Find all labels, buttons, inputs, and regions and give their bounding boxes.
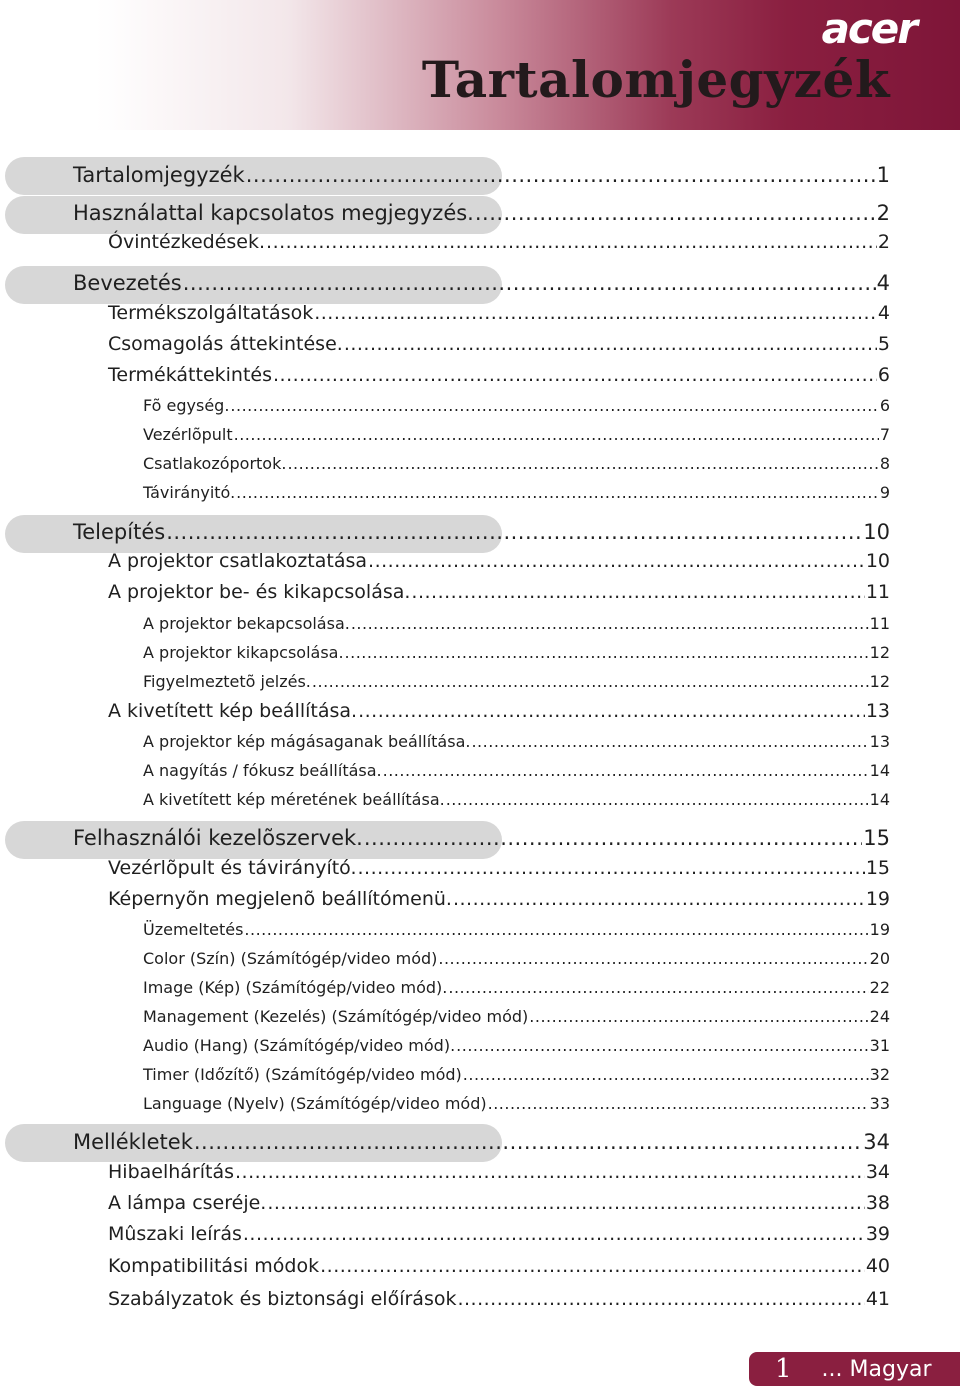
dot-leader — [230, 396, 878, 415]
dot-leader — [463, 1065, 869, 1084]
dot-leader — [453, 888, 865, 910]
dot-leader — [244, 920, 868, 939]
dot-leader — [358, 700, 865, 722]
toc-entry-page: 13 — [869, 732, 890, 751]
dot-leader — [183, 271, 876, 295]
toc-entry-page: 6 — [879, 396, 890, 415]
toc-entry-page: 2 — [877, 231, 890, 253]
toc-entry-title: Óvintézkedések. — [108, 231, 266, 253]
toc-entry-title: Management (Kezelés) (Számítógép/video mód) — [143, 1007, 529, 1026]
toc-entry-page: 11 — [865, 581, 890, 603]
dot-leader — [267, 1192, 864, 1214]
toc-entry-title: Language (Nyelv) (Számítógép/video mód) — [143, 1094, 487, 1113]
toc-entry[interactable] — [73, 826, 890, 852]
toc-entry[interactable] — [108, 1192, 890, 1216]
toc-entry[interactable] — [108, 333, 890, 357]
toc-entry[interactable] — [108, 364, 890, 388]
toc-entry-page: 7 — [879, 425, 890, 444]
toc-entry-page: 15 — [865, 857, 890, 879]
toc-entry-page: 8 — [879, 454, 890, 473]
toc-entry-title: Telepítés — [73, 520, 166, 544]
toc-entry-title: A projektor kép mágásaganak beállítása. — [143, 732, 471, 751]
toc-entry-title: A kivetített kép beállítása. — [108, 700, 358, 722]
toc-entry[interactable] — [73, 271, 890, 297]
toc-entry-title: Felhasználói kezelõszervek. — [73, 826, 363, 850]
dot-leader — [234, 425, 879, 444]
toc-entry-page: 34 — [865, 1161, 890, 1183]
toc-entry-page: 1 — [876, 163, 890, 187]
dot-leader — [438, 949, 868, 968]
toc-entry-title: Timer (Időzítő) (Számítógép/video mód) — [143, 1065, 462, 1084]
toc-entry-page: 10 — [865, 550, 890, 572]
toc-entry[interactable] — [108, 1255, 890, 1279]
toc-entry-title: Hibaelhárítás — [108, 1161, 235, 1183]
toc-entry-title: Termékszolgáltatások — [108, 302, 314, 324]
toc-entry-page: 2 — [876, 201, 890, 225]
dot-leader — [243, 1223, 865, 1245]
toc-entry[interactable] — [143, 672, 890, 692]
acer-logo: acer — [821, 4, 916, 53]
toc-entry-page: 39 — [865, 1223, 890, 1245]
language-label: ... Magyar — [821, 1356, 932, 1382]
dot-leader — [312, 672, 869, 691]
dot-leader — [475, 201, 876, 225]
dot-leader — [344, 333, 877, 355]
dot-leader — [456, 1036, 868, 1055]
toc-entry-title: A projektor csatlakoztatása — [108, 550, 368, 572]
toc-entry-page: 4 — [876, 271, 890, 295]
toc-entry-page: 41 — [865, 1288, 890, 1310]
toc-entry-page: 5 — [877, 333, 890, 355]
dot-leader — [448, 978, 868, 997]
toc-entry-page: 20 — [869, 949, 890, 968]
toc-entry-title: Üzemeltetés — [143, 920, 244, 939]
dot-leader — [287, 454, 878, 473]
dot-leader — [320, 1255, 865, 1277]
toc-entry-title: Vezérlõpult — [143, 425, 233, 444]
toc-entry-title: A projektor be- és kikapcsolása. — [108, 581, 411, 603]
toc-entry[interactable] — [143, 396, 890, 416]
toc-entry-title: Image (Kép) (Számítógép/video mód). — [143, 978, 448, 997]
toc-entry-title: Szabályzatok és biztonsági előírások — [108, 1288, 457, 1310]
toc-entry[interactable] — [73, 520, 890, 546]
toc-entry[interactable] — [73, 201, 890, 227]
toc-entry-page: 19 — [865, 888, 890, 910]
toc-entry[interactable] — [108, 1288, 890, 1312]
page-number: 1 — [775, 1354, 792, 1384]
toc-entry[interactable] — [143, 1065, 890, 1085]
toc-entry-page: 4 — [877, 302, 890, 324]
toc-entry[interactable] — [108, 857, 890, 881]
toc-entry-title: Audio (Hang) (Számítógép/video mód). — [143, 1036, 456, 1055]
dot-leader — [236, 483, 879, 502]
dot-leader — [345, 643, 869, 662]
dot-leader — [235, 1161, 865, 1183]
dot-leader — [351, 614, 869, 633]
dot-leader — [273, 364, 877, 386]
toc-entry[interactable] — [108, 302, 890, 326]
toc-entry-title: A nagyítás / fókusz beállítása. — [143, 761, 382, 780]
toc-entry[interactable] — [108, 550, 890, 574]
toc-entry[interactable] — [108, 1223, 890, 1247]
toc-entry-title: Használattal kapcsolatos megjegyzés. — [73, 201, 474, 225]
dot-leader — [457, 1288, 864, 1310]
toc-entry[interactable] — [108, 231, 890, 255]
header-banner — [0, 0, 960, 130]
toc-entry-title: Mûszaki leírás — [108, 1223, 242, 1245]
toc-entry-page: 14 — [869, 761, 890, 780]
toc-entry[interactable] — [108, 888, 890, 912]
toc-entry[interactable] — [143, 949, 890, 969]
toc-entry-title: Vezérlõpult és távirányító. — [108, 857, 357, 879]
toc-entry[interactable] — [108, 581, 890, 605]
dot-leader — [529, 1007, 868, 1026]
dot-leader — [194, 1130, 862, 1154]
toc-entry[interactable] — [143, 425, 890, 445]
toc-entry[interactable] — [143, 454, 890, 474]
toc-entry-title: A projektor bekapcsolása. — [143, 614, 350, 633]
toc-entry-page: 32 — [869, 1065, 890, 1084]
toc-entry[interactable] — [143, 643, 890, 663]
dot-leader — [446, 790, 869, 809]
toc-entry-page: 11 — [869, 614, 890, 633]
dot-leader — [383, 761, 869, 780]
toc-entry-title: Mellékletek — [73, 1130, 193, 1154]
dot-leader — [364, 826, 862, 850]
toc-entry-title: Bevezetés — [73, 271, 182, 295]
toc-entry[interactable] — [108, 1161, 890, 1185]
toc-entry-title: Tartalomjegyzék — [73, 163, 245, 187]
toc-entry[interactable] — [143, 978, 890, 998]
toc-entry[interactable] — [73, 1130, 890, 1156]
toc-entry-title: A lámpa cseréje. — [108, 1192, 267, 1214]
toc-entry[interactable] — [108, 700, 890, 724]
dot-leader — [166, 520, 862, 544]
toc-entry-title: Távirányitó. — [143, 483, 236, 502]
dot-leader — [358, 857, 865, 879]
toc-entry-page: 15 — [863, 826, 890, 850]
toc-entry-title: Termékáttekintés — [108, 364, 273, 386]
toc-entry[interactable] — [73, 163, 890, 189]
dot-leader — [411, 581, 864, 603]
toc-entry-title: Képernyõn megjelenõ beállítómenü. — [108, 888, 452, 910]
toc-entry-page: 14 — [869, 790, 890, 809]
toc-entry-title: Csatlakozóportok. — [143, 454, 287, 473]
toc-entry-page: 38 — [865, 1192, 890, 1214]
toc-entry-title: Figyelmeztetõ jelzés. — [143, 672, 311, 691]
dot-leader — [488, 1094, 869, 1113]
toc-entry-page: 10 — [863, 520, 890, 544]
toc-entry-page: 13 — [865, 700, 890, 722]
toc-entry-page: 22 — [869, 978, 890, 997]
dot-leader — [471, 732, 868, 751]
toc-entry[interactable] — [143, 761, 890, 781]
toc-entry-title: A kivetített kép méretének beállítása. — [143, 790, 445, 809]
toc-entry-title: Kompatibilitási módok — [108, 1255, 320, 1277]
toc-entry-title: Csomagolás áttekintése. — [108, 333, 343, 355]
toc-entry[interactable] — [143, 1094, 890, 1114]
toc-entry-page: 6 — [877, 364, 890, 386]
toc-entry-page: 34 — [863, 1130, 890, 1154]
page-footer — [749, 1352, 960, 1386]
toc-entry-title: A projektor kikapcsolása. — [143, 643, 344, 662]
toc-entry[interactable] — [143, 732, 890, 752]
toc-entry-title: Color (Szín) (Számítógép/video mód) — [143, 949, 438, 968]
toc-entry-page: 12 — [869, 672, 890, 691]
toc-entry-page: 40 — [865, 1255, 890, 1277]
toc-entry-page: 33 — [869, 1094, 890, 1113]
dot-leader — [368, 550, 865, 572]
toc-entry[interactable] — [143, 1007, 890, 1027]
toc-entry[interactable] — [143, 920, 890, 940]
dot-leader — [246, 163, 876, 187]
dot-leader — [314, 302, 877, 324]
toc-entry-page: 31 — [869, 1036, 890, 1055]
toc-entry[interactable] — [143, 790, 890, 810]
toc-entry[interactable] — [143, 483, 890, 503]
page-title: Tartalomjegyzék — [421, 50, 890, 109]
toc-entry[interactable] — [143, 614, 890, 634]
toc-entry-page: 24 — [869, 1007, 890, 1026]
toc-entry-title: Fõ egység. — [143, 396, 230, 415]
dot-leader — [266, 231, 877, 253]
toc-entry-page: 12 — [869, 643, 890, 662]
toc-entry[interactable] — [143, 1036, 890, 1056]
toc-entry-page: 19 — [869, 920, 890, 939]
toc-entry-page: 9 — [879, 483, 890, 502]
